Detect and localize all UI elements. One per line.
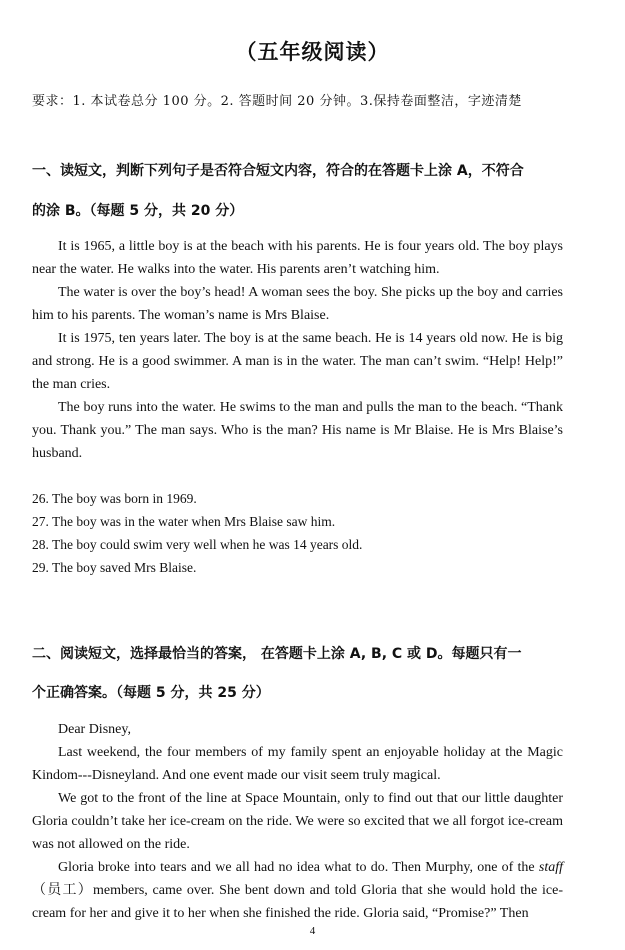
passage-paragraph: We got to the front of the line at Space Mountain, only to find out that our little daughter Gloria couldn’t take her ice-cream on the ride. We were so excited that we all forgot ice-cream was not allowed on the ride. [32,791,563,852]
section2-heading-line1: 二、阅读短文，选择最恰当的答案， 在答题卡上涂 A, B, C 或 D。每题只有一 [32,646,522,662]
paragraph-text: （员工）members, came over. She bent down and told Gloria that she would hold the ice-cream for her and give it to her when she finished the ride. Gloria said, “Promise?” Then [32,883,563,921]
question-item: 26. The boy was born in 1969. [32,491,197,506]
section1-heading-line2: 的涂 B。（每题 5 分，共 20 分） [32,203,244,219]
italic-word: staff [538,860,563,875]
section1-passage [32,235,563,465]
page-number: 4 [309,925,316,937]
passage-paragraph [32,856,563,925]
passage-paragraph: It is 1975, ten years later. The boy is at the same beach. He is 14 years old now. He is big and strong. He is a good swimmer. A man is in the water. The man can’t swim. “Help! Help!” the man cries. [32,331,563,392]
page-title: （五年级阅读） [235,40,390,64]
question-item: 29. The boy saved Mrs Blaise. [32,560,197,575]
exam-requirements: 要求：1. 本试卷总分 100 分。2. 答题时间 20 分钟。3.保持卷面整洁，字迹清楚 [32,94,522,109]
passage-paragraph: It is 1965, a little boy is at the beach with his parents. He is four years old. The boy plays near the water. He walks into the water. His parents aren’t watching him. [32,239,563,277]
section2-heading-line2: 个正确答案。（每题 5 分，共 25 分） [32,685,270,701]
question-item: 27. The boy was in the water when Mrs Blaise saw him. [32,514,336,529]
passage-paragraph: Last weekend, the four members of my family spent an enjoyable holiday at the Magic Kindom---Disneyland. And one event made our visit seem truly magical. [32,745,563,783]
paragraph-text: Gloria broke into tears and we all had no idea what to do. Then Murphy, one of the [58,860,535,875]
passage-paragraph: The boy runs into the water. He swims to the man and pulls the man to the beach. “Thank you. Thank you.” The man says. Who is the man? His name is Mr Blaise. He is Mrs Blaise’s husband. [32,400,563,461]
section1-questions [32,487,362,579]
letter-salutation: Dear Disney, [58,722,131,737]
section1-heading-line1: 一、读短文，判断下列句子是否符合短文内容，符合的在答题卡上涂 A，不符合 [32,163,524,179]
question-item: 28. The boy could swim very well when he was 14 years old. [32,537,363,552]
section2-passage [32,718,563,925]
passage-paragraph: The water is over the boy’s head! A woman sees the boy. She picks up the boy and carries him to his parents. The woman’s name is Mrs Blaise. [32,285,563,323]
